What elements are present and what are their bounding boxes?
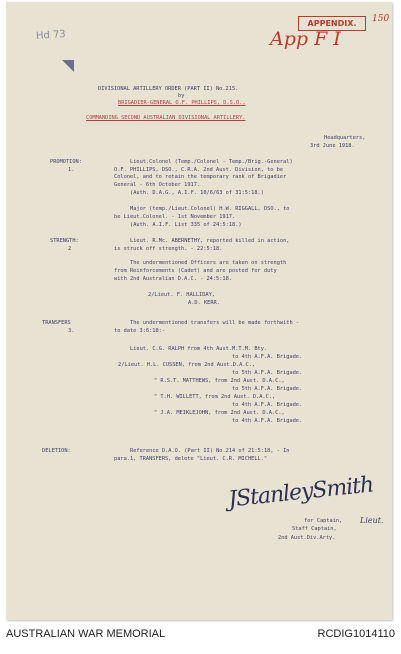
section-number-strength: 2 [68,246,72,252]
section-label-strength: STRENGTH: [50,238,79,244]
deletion-line: Reference D.A.O. (Part II) No.214 of 21:5:18, - In [130,448,290,454]
order-by: by [178,93,185,99]
order-issuer: BRIGADIER-GENERAL O.F. PHILLIPS, D.S.O., [118,100,246,106]
transfers-line: 2/Lieut. H.L. CUSSEN, from 2nd Aust.D.A.C., [118,362,256,368]
transfers-line: to 5th A.F.A. Brigade. [232,386,303,392]
appendix-handwritten-ref: App F I [270,28,341,50]
promotion-line: Colonel, and to retain the temporary rank of Brigadier [114,174,287,180]
transfers-line: to 5th A.F.A. Brigade. [232,370,303,376]
strength-line: 2/Lieut. F. HALLIDAY, [148,292,215,298]
section-label-promotion: PROMOTION: [50,159,82,165]
location: Headquarters, [324,135,366,141]
transfers-line: " T.H. WILLETT, from 2nd Aust. D.A.C., [154,394,276,400]
section-number-promotion: 1. [68,167,75,173]
signature-line: 2nd Aust.Div.Arty. [278,535,336,541]
promotion-line: Major (temp./Lieut.Colonel) H.W. RIGGALL, DSO., to [130,206,290,212]
transfers-line: The undermentioned transfers will be made forthwith - [130,320,300,326]
sheet-number-note: 150 [372,14,390,24]
order-command: COMMANDING SECOND AUSTRALIAN DIVISIONAL ARTILLERY. [86,115,246,121]
footer-record-id: RCDIG1014110 [317,628,395,640]
section-number-transfers: 3. [68,328,75,334]
deletion-line: para.1, TRANSFERS, delete "Lieut. C.R. MICHELL." [114,456,268,462]
order-date: 3rd June 1918. [310,143,355,149]
promotion-line: General - 6th October 1917. [114,182,201,188]
promotion-line: (Auth. D.A.G., A.I.F. 10/6/63 of 31:5:18.) [130,190,264,196]
signature-line: Staff Captain, [292,526,337,532]
strength-line: A.D. KERR. [188,300,220,306]
corner-fold-mark [62,60,74,72]
strength-line: is struck off strength. - 22:5:18. [114,246,223,252]
transfers-line: to 4th A.F.A. Brigade. [232,418,303,424]
promotion-line: (Auth. A.I.F. List 335 of 24:5:18.) [130,222,242,228]
pencil-corner-note: Hd 73 [35,28,67,43]
promotion-line: Lieut.Colonel (Temp./Colonel - Temp./Brig.-General) [130,159,293,165]
appendix-stamp: APPENDIX. [298,16,366,31]
strength-line: Lieut. R.Mc. ABERNETHY, reported killed in action, [130,238,290,244]
signature-suffix: Lieut. [360,516,384,525]
strength-line: from Reinforcements (Cadet) and are posted for duty [114,268,277,274]
transfers-line: Lieut. C.G. RALPH from 4th Aust.M.T.M. Bty. [130,346,268,352]
transfers-line: " J.A. MEIKLEJOHN, from 2nd Aust. D.A.C., [154,410,285,416]
transfers-line: to 4th A.F.A. Brigade. [232,354,303,360]
strength-line: with 2nd Australian D.A.C. - 24:5:18. [114,276,232,282]
section-label-transfers: TRANSFERS [42,320,71,326]
signature-line: for Captain, [304,518,343,524]
transfers-line: to date 3:6:18:- [114,328,166,334]
handwritten-signature: JStanleySmith [227,472,375,513]
promotion-line: O.F. PHILLIPS, DSO., C.R.A. 2nd Aust. Division, to be [114,167,284,173]
footer-institution: AUSTRALIAN WAR MEMORIAL [6,628,166,640]
document-page [6,2,392,620]
order-title: DIVISIONAL ARTILLERY ORDER (PART II) No.215. [98,86,239,92]
strength-line: The undermentioned Officers are taken on strength [130,260,287,266]
section-label-deletion: DELETION: [42,448,71,454]
promotion-line: be Lieut.Colonel. - 1st November 1917. [114,214,236,220]
transfers-line: to 4th A.F.A. Brigade. [232,402,303,408]
transfers-line: " R.S.T. MATTHEWS, from 2nd Aust. D.A.C., [154,378,285,384]
